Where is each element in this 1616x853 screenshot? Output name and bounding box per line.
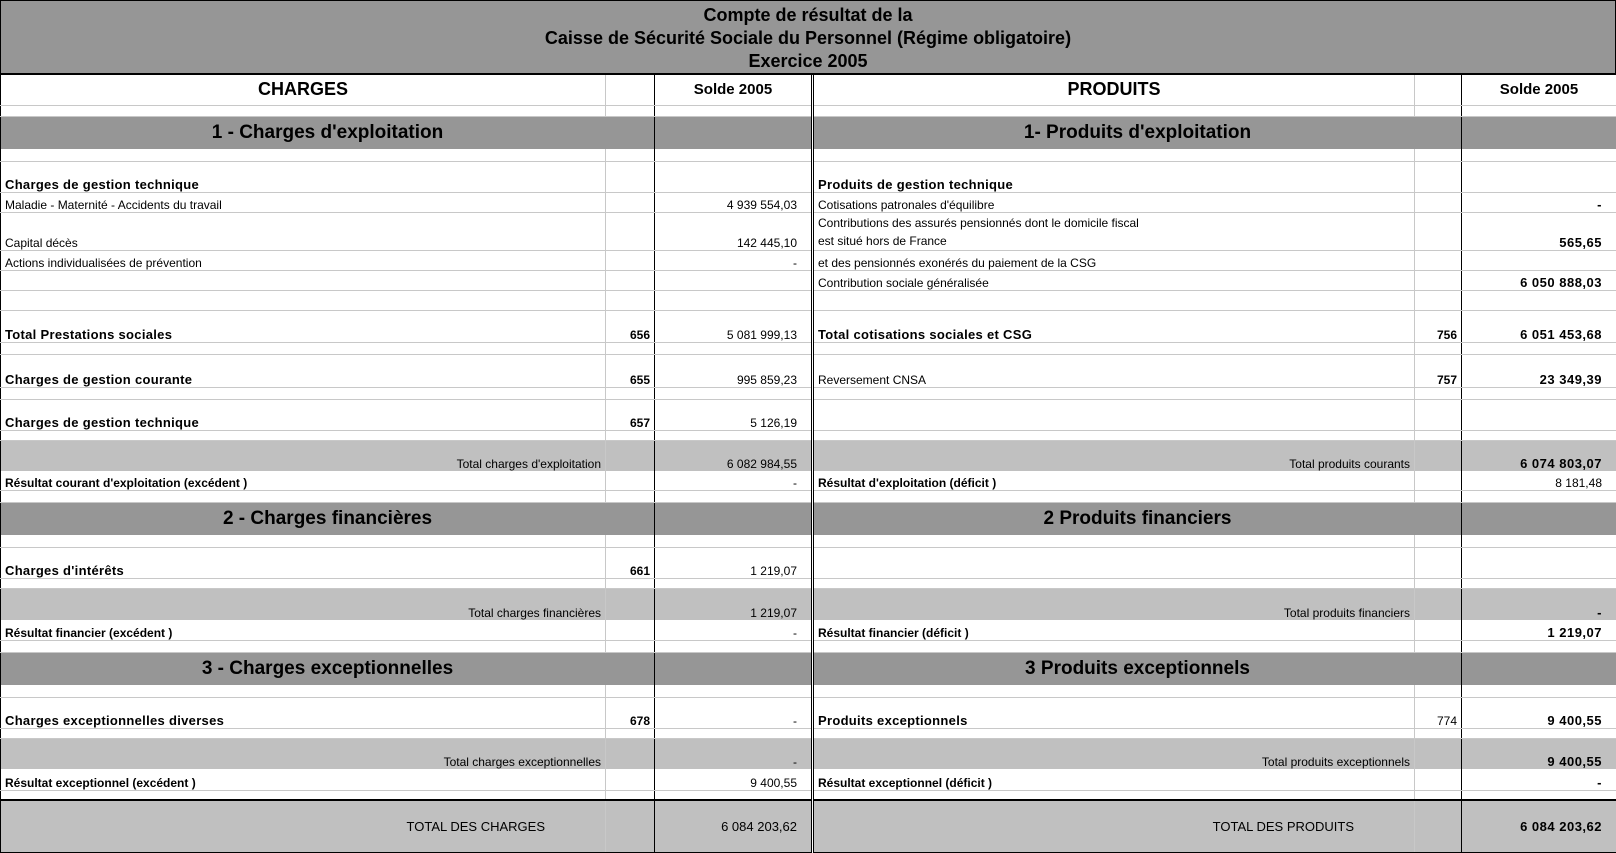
right-amount-solde-2005: - <box>1462 769 1616 790</box>
left-amount-solde-2005 <box>655 578 813 588</box>
left-label: Charges exceptionnelles diverses <box>1 697 606 728</box>
left-account-code <box>606 387 655 399</box>
right-section-value-cell <box>1462 502 1616 535</box>
right-account-code <box>1415 75 1462 105</box>
left-account-code <box>606 769 655 790</box>
left-label: Résultat financier (excédent ) <box>1 620 606 640</box>
right-label <box>813 578 1415 588</box>
left-amount-solde-2005: - <box>655 738 813 769</box>
left-label <box>1 790 606 800</box>
title-line-1: Compte de résultat de la <box>703 5 913 25</box>
left-amount-solde-2005: - <box>655 471 813 490</box>
right-section-heading: 3 Produits exceptionnels <box>813 652 1462 685</box>
right-label: TOTAL DES PRODUITS <box>813 800 1415 852</box>
table-row <box>1 588 1616 620</box>
table-row <box>1 440 1616 471</box>
table-row <box>1 270 1616 290</box>
right-label <box>813 640 1415 652</box>
left-account-code: 657 <box>606 399 655 430</box>
right-amount-solde-2005 <box>1462 790 1616 800</box>
table-row <box>1 547 1616 578</box>
left-account-code <box>606 800 655 852</box>
right-amount-solde-2005 <box>1462 342 1616 354</box>
left-account-code <box>606 430 655 440</box>
right-label: Produits exceptionnels <box>813 697 1415 728</box>
spacer-row <box>1 490 1616 502</box>
left-section-heading: 1 - Charges d'exploitation <box>1 116 655 149</box>
right-account-code <box>1415 399 1462 430</box>
right-section-value-cell <box>1462 116 1616 149</box>
left-account-code: 655 <box>606 354 655 387</box>
right-label: Total cotisations sociales et CSG <box>813 310 1415 342</box>
right-amount-solde-2005 <box>1462 685 1616 697</box>
table-row <box>1 471 1616 490</box>
right-account-code <box>1415 535 1462 547</box>
right-label: Total produits exceptionnels <box>813 738 1415 769</box>
right-label <box>813 149 1415 161</box>
left-label: Charges d'intérêts <box>1 547 606 578</box>
left-section-heading: 3 - Charges exceptionnelles <box>1 652 655 685</box>
left-label: Charges de gestion courante <box>1 354 606 387</box>
right-section-value-cell <box>1462 652 1616 685</box>
right-account-code <box>1415 387 1462 399</box>
left-account-code <box>606 588 655 620</box>
report-title <box>0 0 1616 75</box>
right-amount-solde-2005: 23 349,39 <box>1462 354 1616 387</box>
left-amount-solde-2005: - <box>655 697 813 728</box>
left-section-value-cell <box>655 502 813 535</box>
left-label: Capital décès <box>1 212 606 250</box>
left-amount-solde-2005 <box>655 728 813 738</box>
left-account-code <box>606 212 655 250</box>
right-amount-solde-2005: - <box>1462 192 1616 212</box>
left-label: Maladie - Maternité - Accidents du travail <box>1 192 606 212</box>
right-label <box>813 105 1415 116</box>
left-label <box>1 430 606 440</box>
left-amount-solde-2005: 5 081 999,13 <box>655 310 813 342</box>
right-amount-solde-2005: 1 219,07 <box>1462 620 1616 640</box>
left-account-code <box>606 440 655 471</box>
left-amount-solde-2005 <box>655 161 813 192</box>
left-label: Charges de gestion technique <box>1 161 606 192</box>
left-label <box>1 578 606 588</box>
left-amount-solde-2005 <box>655 342 813 354</box>
right-label: Cotisations patronales d'équilibre <box>813 192 1415 212</box>
right-label: PRODUITS <box>813 75 1415 105</box>
right-label <box>813 728 1415 738</box>
left-amount-solde-2005 <box>655 387 813 399</box>
left-amount-solde-2005: 9 400,55 <box>655 769 813 790</box>
left-label: Résultat courant d'exploitation (excédent ) <box>1 471 606 490</box>
right-account-code <box>1415 640 1462 652</box>
left-label <box>1 490 606 502</box>
table-row <box>1 399 1616 430</box>
left-amount-solde-2005 <box>655 290 813 310</box>
right-account-code <box>1415 588 1462 620</box>
left-account-code <box>606 290 655 310</box>
table-row <box>1 738 1616 769</box>
title-line-3: Exercice 2005 <box>748 51 868 71</box>
right-account-code <box>1415 149 1462 161</box>
right-label: Total produits financiers <box>813 588 1415 620</box>
spacer-row <box>1 430 1616 440</box>
right-amount-solde-2005: 6 074 803,07 <box>1462 440 1616 471</box>
left-label: Total charges d'exploitation <box>1 440 606 471</box>
left-label <box>1 270 606 290</box>
left-label: Résultat exceptionnel (excédent ) <box>1 769 606 790</box>
left-label: Actions individualisées de prévention <box>1 250 606 270</box>
right-label: Résultat financier (déficit ) <box>813 620 1415 640</box>
left-label: TOTAL DES CHARGES <box>1 800 606 852</box>
right-amount-solde-2005: 6 050 888,03 <box>1462 270 1616 290</box>
table-row <box>1 310 1616 342</box>
right-amount-solde-2005: Solde 2005 <box>1462 75 1616 105</box>
spacer-row <box>1 105 1616 116</box>
spacer-row <box>1 149 1616 161</box>
left-amount-solde-2005: - <box>655 250 813 270</box>
right-amount-solde-2005 <box>1462 728 1616 738</box>
table-row <box>1 769 1616 790</box>
spacer-row <box>1 685 1616 697</box>
left-amount-solde-2005: 995 859,23 <box>655 354 813 387</box>
right-amount-solde-2005 <box>1462 430 1616 440</box>
right-account-code <box>1415 430 1462 440</box>
left-account-code <box>606 342 655 354</box>
table-row <box>1 192 1616 212</box>
left-amount-solde-2005: 142 445,10 <box>655 212 813 250</box>
left-section-heading: 2 - Charges financières <box>1 502 655 535</box>
right-amount-solde-2005 <box>1462 387 1616 399</box>
right-account-code <box>1415 685 1462 697</box>
left-label: Total Prestations sociales <box>1 310 606 342</box>
right-amount-solde-2005 <box>1462 535 1616 547</box>
right-amount-solde-2005: 8 181,48 <box>1462 471 1616 490</box>
income-statement-table <box>0 75 1616 853</box>
left-account-code <box>606 728 655 738</box>
right-label: Résultat d'exploitation (déficit ) <box>813 471 1415 490</box>
left-amount-solde-2005: Solde 2005 <box>655 75 813 105</box>
left-label: CHARGES <box>1 75 606 105</box>
table-row <box>1 354 1616 387</box>
right-account-code <box>1415 250 1462 270</box>
left-amount-solde-2005 <box>655 270 813 290</box>
right-label <box>813 490 1415 502</box>
right-amount-solde-2005 <box>1462 399 1616 430</box>
right-account-code <box>1415 192 1462 212</box>
right-amount-solde-2005 <box>1462 290 1616 310</box>
left-label <box>1 290 606 310</box>
left-account-code <box>606 535 655 547</box>
spacer-row <box>1 728 1616 738</box>
right-account-code <box>1415 290 1462 310</box>
table-row <box>1 212 1616 250</box>
title-line-2: Caisse de Sécurité Sociale du Personnel (Régime obligatoire) <box>544 28 1072 48</box>
left-amount-solde-2005 <box>655 535 813 547</box>
left-amount-solde-2005: - <box>655 620 813 640</box>
right-label <box>813 387 1415 399</box>
spacer-row <box>1 290 1616 310</box>
right-label: Reversement CNSA <box>813 354 1415 387</box>
left-account-code <box>606 471 655 490</box>
right-amount-solde-2005 <box>1462 161 1616 192</box>
table-row <box>1 502 1616 535</box>
right-account-code: 757 <box>1415 354 1462 387</box>
right-amount-solde-2005 <box>1462 640 1616 652</box>
left-account-code <box>606 490 655 502</box>
left-amount-solde-2005 <box>655 790 813 800</box>
left-account-code <box>606 192 655 212</box>
left-label: Total charges exceptionnelles <box>1 738 606 769</box>
right-section-heading: 1- Produits d'exploitation <box>813 116 1462 149</box>
right-amount-solde-2005 <box>1462 578 1616 588</box>
table-row <box>1 75 1616 105</box>
left-label <box>1 728 606 738</box>
left-account-code <box>606 161 655 192</box>
right-account-code: 774 <box>1415 697 1462 728</box>
left-label: Charges de gestion technique <box>1 399 606 430</box>
right-account-code <box>1415 769 1462 790</box>
table-row <box>1 697 1616 728</box>
right-label: Produits de gestion technique <box>813 161 1415 192</box>
left-account-code <box>606 75 655 105</box>
right-account-code <box>1415 490 1462 502</box>
left-amount-solde-2005: 5 126,19 <box>655 399 813 430</box>
left-amount-solde-2005: 6 084 203,62 <box>655 800 813 852</box>
right-account-code <box>1415 800 1462 852</box>
right-account-code <box>1415 578 1462 588</box>
right-amount-solde-2005: 565,65 <box>1462 212 1616 250</box>
table-row <box>1 250 1616 270</box>
right-amount-solde-2005 <box>1462 149 1616 161</box>
right-account-code <box>1415 270 1462 290</box>
right-amount-solde-2005: - <box>1462 588 1616 620</box>
right-amount-solde-2005 <box>1462 105 1616 116</box>
right-label <box>813 399 1415 430</box>
left-account-code: 678 <box>606 697 655 728</box>
left-amount-solde-2005: 4 939 554,03 <box>655 192 813 212</box>
left-label <box>1 535 606 547</box>
left-account-code <box>606 270 655 290</box>
left-account-code: 661 <box>606 547 655 578</box>
left-amount-solde-2005: 6 082 984,55 <box>655 440 813 471</box>
spacer-row <box>1 387 1616 399</box>
left-account-code: 656 <box>606 310 655 342</box>
right-label: Total produits courants <box>813 440 1415 471</box>
right-label <box>813 790 1415 800</box>
right-amount-solde-2005 <box>1462 490 1616 502</box>
left-account-code <box>606 620 655 640</box>
left-amount-solde-2005 <box>655 685 813 697</box>
left-label <box>1 105 606 116</box>
right-label: et des pensionnés exonérés du paiement de la CSG <box>813 250 1415 270</box>
right-label <box>813 535 1415 547</box>
right-amount-solde-2005 <box>1462 547 1616 578</box>
table-row <box>1 800 1616 852</box>
spacer-row <box>1 578 1616 588</box>
left-section-value-cell <box>655 652 813 685</box>
left-amount-solde-2005 <box>655 640 813 652</box>
spacer-row <box>1 535 1616 547</box>
right-account-code <box>1415 161 1462 192</box>
right-account-code <box>1415 105 1462 116</box>
right-account-code <box>1415 440 1462 471</box>
right-amount-solde-2005 <box>1462 250 1616 270</box>
right-label: Résultat exceptionnel (déficit ) <box>813 769 1415 790</box>
left-account-code <box>606 149 655 161</box>
right-account-code <box>1415 547 1462 578</box>
spacer-row <box>1 790 1616 800</box>
right-amount-solde-2005: 9 400,55 <box>1462 697 1616 728</box>
right-amount-solde-2005: 9 400,55 <box>1462 738 1616 769</box>
right-label: Contributions des assurés pensionnés dont le domicile fiscal est situé hors de France <box>813 212 1415 250</box>
right-label <box>813 547 1415 578</box>
left-label <box>1 640 606 652</box>
right-account-code <box>1415 342 1462 354</box>
right-account-code <box>1415 212 1462 250</box>
left-account-code <box>606 685 655 697</box>
right-label <box>813 342 1415 354</box>
spacer-row <box>1 640 1616 652</box>
table-row <box>1 116 1616 149</box>
right-account-code <box>1415 620 1462 640</box>
right-account-code <box>1415 790 1462 800</box>
right-label: Contribution sociale généralisée <box>813 270 1415 290</box>
left-account-code <box>606 640 655 652</box>
right-label <box>813 290 1415 310</box>
left-account-code <box>606 105 655 116</box>
left-account-code <box>606 790 655 800</box>
left-amount-solde-2005 <box>655 430 813 440</box>
right-account-code: 756 <box>1415 310 1462 342</box>
right-account-code <box>1415 728 1462 738</box>
left-label <box>1 387 606 399</box>
left-account-code <box>606 578 655 588</box>
table-row <box>1 620 1616 640</box>
right-amount-solde-2005: 6 084 203,62 <box>1462 800 1616 852</box>
left-account-code <box>606 738 655 769</box>
table-row <box>1 161 1616 192</box>
right-amount-solde-2005: 6 051 453,68 <box>1462 310 1616 342</box>
right-section-heading: 2 Produits financiers <box>813 502 1462 535</box>
right-label <box>813 685 1415 697</box>
left-label: Total charges financières <box>1 588 606 620</box>
left-account-code <box>606 250 655 270</box>
table-row <box>1 652 1616 685</box>
left-label <box>1 342 606 354</box>
left-label <box>1 149 606 161</box>
right-account-code <box>1415 471 1462 490</box>
spacer-row <box>1 342 1616 354</box>
right-label <box>813 430 1415 440</box>
left-amount-solde-2005 <box>655 490 813 502</box>
left-amount-solde-2005: 1 219,07 <box>655 547 813 578</box>
left-amount-solde-2005 <box>655 105 813 116</box>
left-label <box>1 685 606 697</box>
left-amount-solde-2005: 1 219,07 <box>655 588 813 620</box>
right-account-code <box>1415 738 1462 769</box>
left-section-value-cell <box>655 116 813 149</box>
left-amount-solde-2005 <box>655 149 813 161</box>
